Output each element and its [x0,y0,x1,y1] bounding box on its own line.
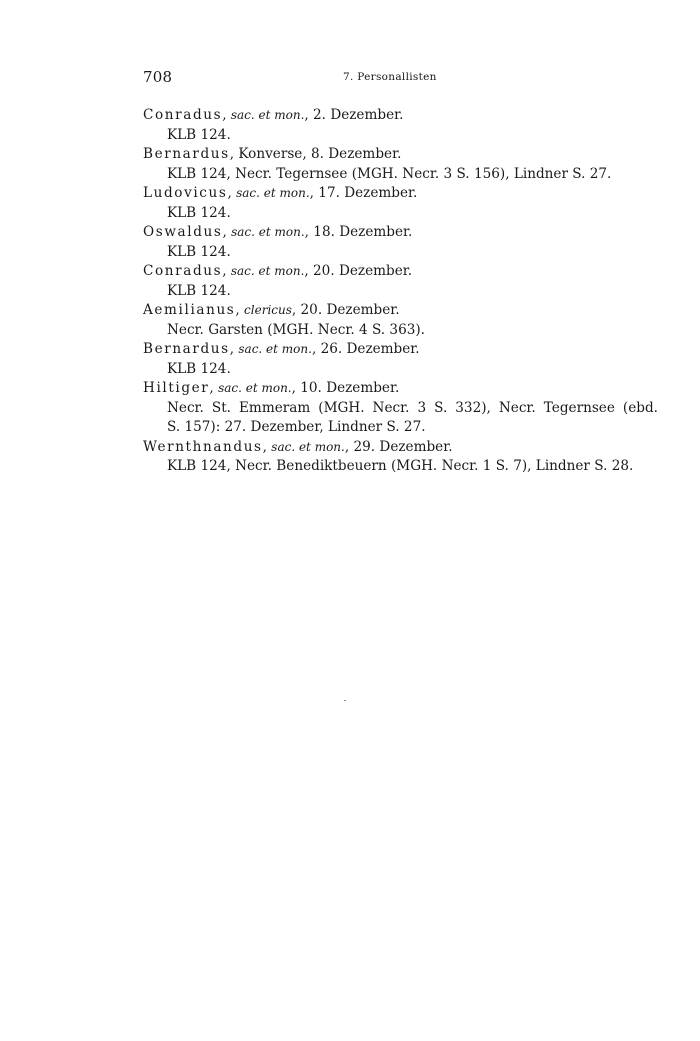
person-name: Hiltiger [143,380,210,396]
entry-heading [143,379,658,399]
person-name: Oswaldus [143,224,223,240]
running-head: 7. Personallisten [343,71,437,83]
list-item [143,106,658,145]
entry-source: KLB 124, Necr. Tegernsee (MGH. Necr. 3 S. 156), Lindner S. 27. [167,165,612,182]
separator: , [209,380,219,396]
list-item [143,145,658,184]
person-role: clericus [244,303,292,317]
entry-date: , 20. Dezember. [291,302,400,318]
separator: , [262,438,272,455]
stray-mark [344,700,346,701]
person-name: Bernardus [143,146,230,162]
person-role: sac. et mon. [218,381,292,395]
page-number: 708 [143,68,173,86]
entry-source: KLB 124. [167,360,231,377]
entry-heading [143,223,658,243]
entry-source: KLB 124. [167,126,231,143]
list-item [143,262,658,301]
separator: , [222,263,231,279]
person-name: Wernthnandus [143,438,263,455]
separator: , [235,302,245,318]
person-role: sac. et mon. [231,225,305,239]
entry-date: , 17. Dezember. [309,185,418,201]
person-role: sac. et mon. [236,186,310,200]
entry-source: KLB 124. [167,282,231,299]
entry-date: , 18. Dezember. [304,224,413,240]
list-item [143,438,658,477]
person-role: sac. et mon. [230,264,305,278]
entry-heading [143,438,658,458]
entry-heading [143,262,658,282]
separator: , [222,224,232,240]
person-role: sac. et mon. [271,439,345,454]
list-item [143,223,658,262]
entry-source: Necr. St. Emmeram (MGH. Necr. 3 S. 332), Necr. Tegernsee (ebd. [167,399,658,416]
list-item [143,184,658,223]
entry-heading [143,145,658,165]
separator: , [222,107,231,123]
entry-heading [143,340,658,360]
list-item [143,379,658,438]
entry-source: KLB 124. [167,243,231,260]
person-name: Conradus [143,263,223,279]
entry-date: , Konverse, 8. Dezember. [229,146,402,162]
person-name: Conradus [143,107,223,123]
list-item [143,301,658,340]
entry-heading [143,301,658,321]
entry-source: Necr. Garsten (MGH. Necr. 4 S. 363). [167,321,426,338]
entry-source: KLB 124, Necr. Benediktbeuern (MGH. Necr. 1 S. 7), Lindner S. 28. [167,458,634,474]
separator: , [229,341,239,357]
entry-heading [143,184,658,204]
list-item [143,340,658,379]
entry-date: , 10. Dezember. [291,380,400,396]
entry-date: , 20. Dezember. [304,263,413,279]
entry-source-continued: S. 157): 27. Dezember, Lindner S. 27. [167,419,426,435]
personnel-list [143,106,658,477]
entry-date: , 2. Dezember. [304,107,404,123]
entry-heading [143,106,658,126]
person-name: Bernardus [143,341,230,357]
person-name: Aemilianus [143,302,236,318]
separator: , [227,185,237,201]
entry-source: KLB 124. [167,204,231,221]
entry-date: , 29. Dezember. [344,438,453,455]
entry-date: , 26. Dezember. [311,341,420,357]
person-role: sac. et mon. [238,342,312,356]
person-name: Ludovicus [143,185,228,201]
person-role: sac. et mon. [230,108,305,122]
